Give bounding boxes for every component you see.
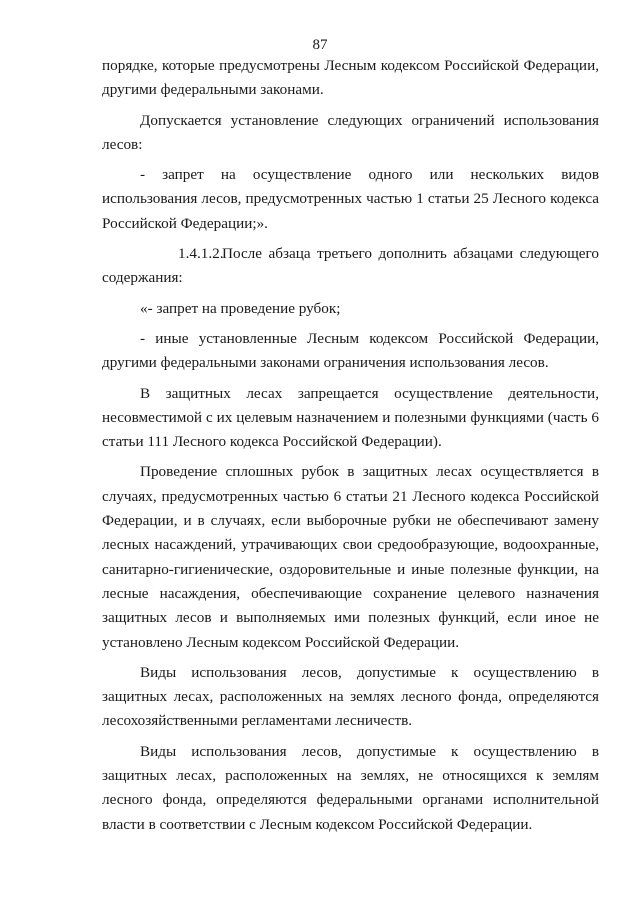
paragraph-other-lands: Виды использования лесов, допустимые к осуществлению в защитных лесах, расположенных на землях, не относящихся к землям лесного фонда, определяются федеральными органами исполнительной власти в соответствии с Лесным кодексом Российской Федерации. xyxy=(102,742,599,833)
paragraph-amendment xyxy=(102,242,599,291)
document-body xyxy=(102,54,599,837)
section-number: 1.4.1.2. xyxy=(178,245,224,263)
paragraph-protective-forests: В защитных лесах запрещается осуществление деятельности, несовместимой с их целевым назначением и полезными функциями (часть 6 статьи 111 Лесного кодекса Российской Федерации). xyxy=(102,384,599,451)
paragraph-clear-cutting: Проведение сплошных рубок в защитных лесах осуществляется в случаях, предусмотренных частью 6 статьи 21 Лесного кодекса Российской Федерации, и в случаях, если выборочные рубки не обеспечивают замену лесных насаждений, утрачивающих свои средообразующие, водоохранные, санитарно-гигиенические, оздоровительные и иные полезные функции, на лесные насаждения, обеспечивающие сохранение целевого назначения защитных лесов и выполняемых ими полезных функций, если иное не установлено Лесным кодексом Российской Федерации. xyxy=(102,463,599,651)
paragraph-restriction-item: - запрет на осуществление одного или нескольких видов использования лесов, предусмотренных частью 1 статьи 25 Лесного кодекса Российской Федерации;». xyxy=(102,166,599,232)
paragraph-other-restrictions: - иные установленные Лесным кодексом Российской Федерации, другими федеральными законами ограничения использования лесов. xyxy=(102,329,599,372)
paragraph-restrictions-intro: Допускается установление следующих ограничений использования лесов: xyxy=(102,111,599,153)
paragraph-continuation: порядке, которые предусмотрены Лесным кодексом Российской Федерации, другими федеральными законами. xyxy=(102,57,599,99)
paragraph-forest-fund-lands: Виды использования лесов, допустимые к осуществлению в защитных лесах, расположенных на землях лесного фонда, определяются лесохозяйственными регламентами лесничеств. xyxy=(102,663,599,730)
page-number: 87 xyxy=(312,37,328,53)
amendment-text: После абзаца третьего дополнить абзацами следующего содержания: xyxy=(102,245,599,287)
paragraph-felling-ban: «- запрет на проведение рубок; xyxy=(140,299,341,317)
